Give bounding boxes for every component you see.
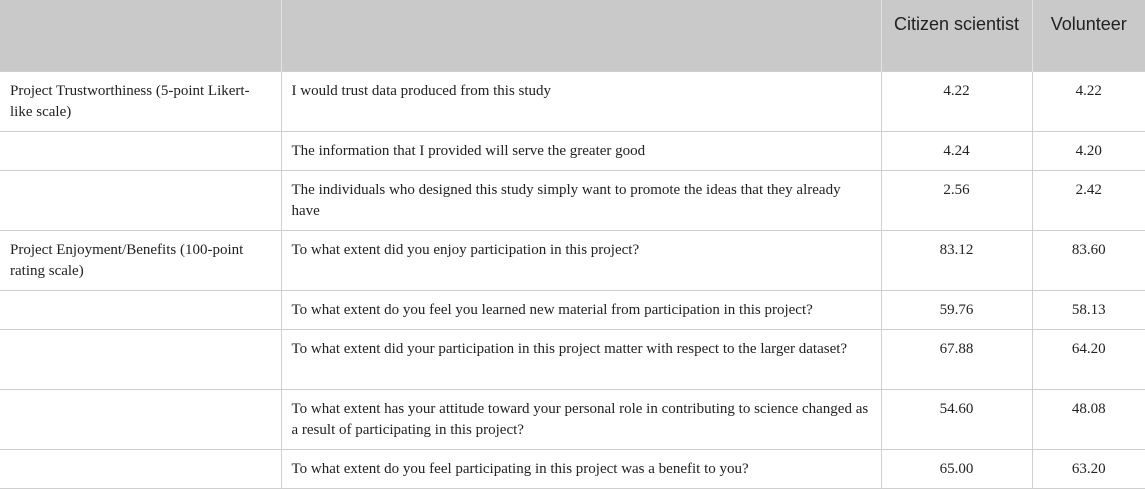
volunteer-value-cell: 83.60: [1032, 230, 1145, 290]
item-cell: To what extent did you enjoy participation in this project?: [281, 230, 881, 290]
category-cell: [0, 329, 281, 389]
table-row: [0, 449, 1145, 488]
table-row: [0, 131, 1145, 170]
header-volunteer: Volunteer: [1032, 0, 1145, 71]
item-cell: To what extent did your participation in this project matter with respect to the larger dataset?: [281, 329, 881, 389]
citizen-value-cell: 54.60: [881, 389, 1032, 449]
header-citizen-scientist: Citizen scientist: [881, 0, 1032, 71]
category-cell: [0, 449, 281, 488]
header-row: [0, 0, 1145, 71]
table-row: [0, 290, 1145, 329]
item-cell: To what extent has your attitude toward your personal role in contributing to science changed as a result of participating in this project?: [281, 389, 881, 449]
category-cell: [0, 389, 281, 449]
table-row: [0, 71, 1145, 131]
table-row: [0, 230, 1145, 290]
volunteer-value-cell: 48.08: [1032, 389, 1145, 449]
table-row: [0, 170, 1145, 230]
volunteer-value-cell: 4.20: [1032, 131, 1145, 170]
citizen-value-cell: 83.12: [881, 230, 1032, 290]
citizen-value-cell: 4.22: [881, 71, 1032, 131]
table-body: [0, 71, 1145, 488]
citizen-value-cell: 4.24: [881, 131, 1032, 170]
category-cell: [0, 170, 281, 230]
item-cell: To what extent do you feel you learned new material from participation in this project?: [281, 290, 881, 329]
volunteer-value-cell: 63.20: [1032, 449, 1145, 488]
category-cell: [0, 131, 281, 170]
table-header: [0, 0, 1145, 71]
volunteer-value-cell: 58.13: [1032, 290, 1145, 329]
table-row: [0, 389, 1145, 449]
category-cell: [0, 290, 281, 329]
citizen-value-cell: 67.88: [881, 329, 1032, 389]
volunteer-value-cell: 2.42: [1032, 170, 1145, 230]
category-cell: Project Enjoyment/Benefits (100-point rating scale): [0, 230, 281, 290]
item-cell: I would trust data produced from this study: [281, 71, 881, 131]
item-cell: To what extent do you feel participating in this project was a benefit to you?: [281, 449, 881, 488]
header-category: [0, 0, 281, 71]
volunteer-value-cell: 64.20: [1032, 329, 1145, 389]
item-cell: The information that I provided will serve the greater good: [281, 131, 881, 170]
item-cell: The individuals who designed this study simply want to promote the ideas that they already have: [281, 170, 881, 230]
category-cell: Project Trustworthiness (5-point Likert-like scale): [0, 71, 281, 131]
citizen-value-cell: 59.76: [881, 290, 1032, 329]
volunteer-value-cell: 4.22: [1032, 71, 1145, 131]
citizen-value-cell: 2.56: [881, 170, 1032, 230]
header-item: [281, 0, 881, 71]
citizen-value-cell: 65.00: [881, 449, 1032, 488]
table-row: [0, 329, 1145, 389]
